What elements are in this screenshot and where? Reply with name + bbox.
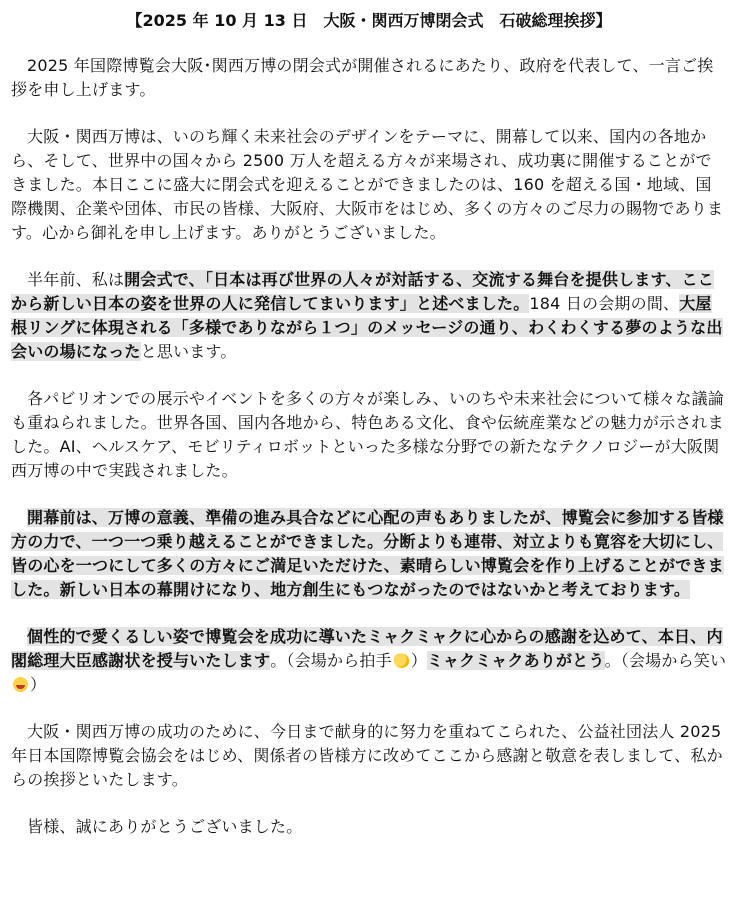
paragraph-opening: 2025 年国際博覧会大阪･関西万博の閉会式が開催されるにあたり、政府を代表して、一言ご挨拶を申し上げます。 xyxy=(11,56,714,99)
paragraph-myakumyaku xyxy=(11,625,727,697)
text-segment: ） xyxy=(30,675,47,694)
text-segment: 。（会場から拍手 xyxy=(270,651,392,670)
paragraph-opening-ceremony xyxy=(11,268,727,364)
paragraph-final: 皆様、誠にありがとうございました。 xyxy=(27,817,303,836)
paragraph-expo-success: 大阪・関西万博は、いのち輝く未来社会のデザインをテーマに、開幕して以来、国内の各地から、そして、世界中の国々から 2500 万人を超える方々が来場され、成功裏に開催することができました。本日ここに盛大に閉会式を迎えることができましたのは、160 を超える国・地域、国際機関、企業や団体、市民の皆様、大阪府、大阪市をはじめ、多くの方々のご尽力の賜物であります。心から御礼を申し上げます。ありがとうございました。 xyxy=(11,127,724,242)
highlighted-thanks-myakumyaku: ミャクミャクありがとう xyxy=(427,651,605,670)
paragraph-overcoming xyxy=(11,506,727,602)
text-segment: ） xyxy=(410,651,428,670)
highlighted-ring-message: 大屋根リングに体現される「多様でありながら１つ」のメッセージの通り、わくわくする夢のような出会いの場になった xyxy=(11,294,723,361)
highlighted-quote: 開会式で、「日本は再び世界の人々が対話する、交流する舞台を提供します、ここから新しい日本の姿を世界の人に発信してまいります」と述べました。 xyxy=(11,270,715,313)
highlighted-new-japan: 新しい日本の幕開けになり、地方創生にもつながったのではないかと考えております。 xyxy=(59,580,691,599)
smiling-face-icon xyxy=(13,677,28,692)
text-segment: 半年前、私は xyxy=(27,270,125,289)
clapping-hands-icon xyxy=(392,651,411,670)
text-segment: 。（会場から笑い xyxy=(604,651,727,670)
highlighted-award: 個性的で愛くるしい姿で博覧会を成功に導いたミャクミャクに心からの感謝を込めて、本日、内閣総理大臣感謝状を授与いたします xyxy=(11,627,723,670)
document-title: 【2025 年 10 月 13 日 大阪・関西万博閉会式 石破総理挨拶】 xyxy=(126,11,612,30)
text-segment: 184 日の会期の間、 xyxy=(529,294,680,313)
text-segment: と思います。 xyxy=(140,342,237,361)
paragraph-pavilions: 各パビリオンでの展示やイベントを多くの方々が楽しみ、いのちや未来社会について様々な議論も重ねられました。世界各国、国内各地から、特色ある文化、食や伝統産業などの魅力が示されました。AI、ヘルスケア、モビリティロボットといった多様な分野での新たなテクノロジーが大阪関西万博の中で実践されました。 xyxy=(11,389,725,480)
highlighted-overcoming: 開幕前は、万博の意義、準備の進み具合などに心配の声もありましたが、博覧会に参加する皆様方の力で、一つ一つ乗り越えることができました。分断よりも連帯、対立よりも寛容を大切にし、皆の心を一つにして多くの方々にご満足いただけた、素晴らしい博覧会を作り上げることができました。 xyxy=(11,508,724,599)
paragraph-closing-thanks: 大阪・関西万博の成功のために、今日まで献身的に努力を重ねてこられた、公益社団法人 2025 年日本国際博覧会協会をはじめ、関係者の皆様方に改めてここから感謝と敬意を表しまして、私からの挨拶といたします。 xyxy=(11,722,723,789)
